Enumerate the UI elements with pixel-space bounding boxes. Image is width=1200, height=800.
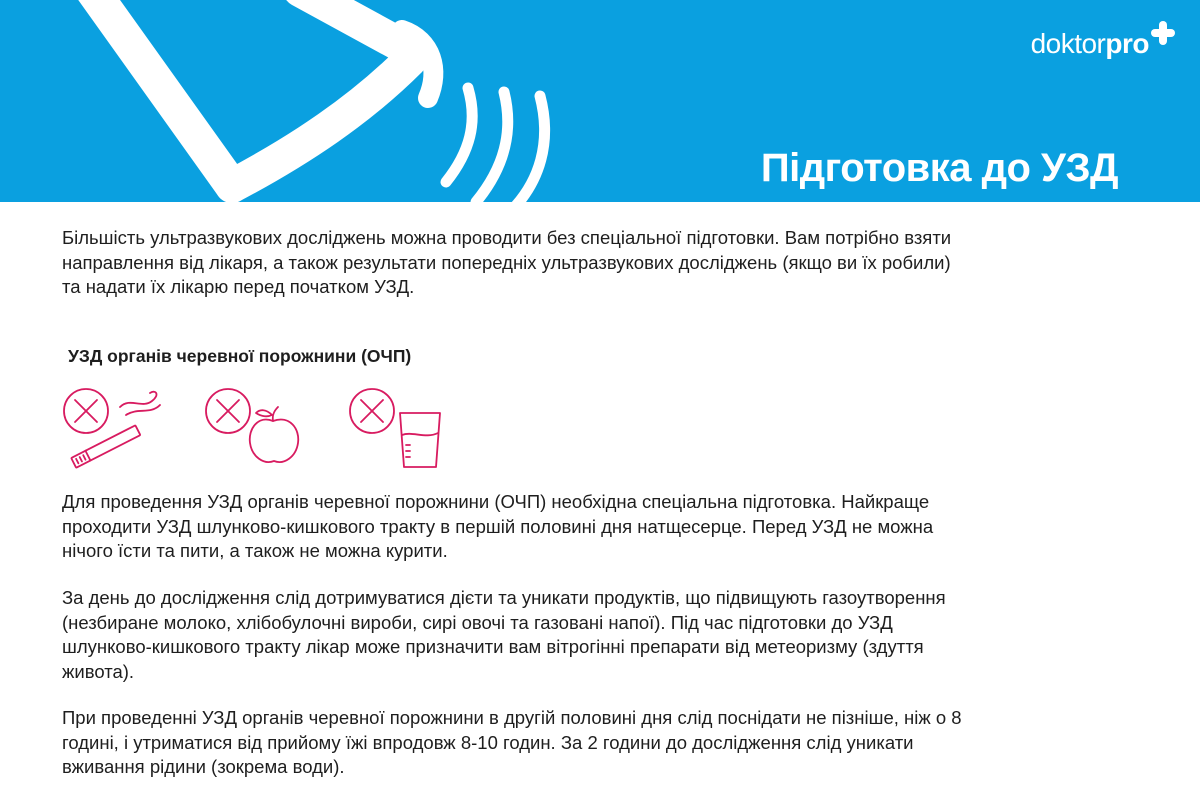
ultrasound-probe-icon (0, 0, 600, 202)
paragraph-afternoon: При проведенні УЗД органів черевної порожнини в другій половині дня слід поснідати не пізніше, ніж о 8 годині, і утриматися від прийому їжі впродовж 8-10 годин. За 2 години до дослідження слід уникати вживання рідини (зокрема води). (62, 707, 962, 777)
page-title: Підготовка до УЗД (760, 146, 1118, 190)
doktorpro-logo[interactable] (1031, 28, 1176, 60)
header-banner (0, 0, 1200, 202)
plus-icon (1150, 20, 1176, 46)
paragraph-diet: За день до дослідження слід дотримуватися дієти та уникати продуктів, що підвищують газоутворення (незбиране молоко, хлібобулочні вироби, сирі овочі та газовані напої). Під час підготовки до УЗД шлунково-кишкового тракту лікар може призначити вам вітрогінні препарати від метеоризму (здуття живота). (62, 587, 946, 682)
section-title: УЗД органів черевної порожнини (ОЧП) (68, 346, 412, 366)
no-smoking-icon (64, 389, 160, 468)
logo-text-regular: doktor (1030, 28, 1106, 59)
logo-text-bold: pro (1105, 28, 1149, 59)
no-food-icon (206, 389, 298, 462)
intro-paragraph: Більшість ультразвукових досліджень можна проводити без спеціальної підготовки. Вам потрібно взяти направлення від лікаря, а також результати попередніх ультразвукових досліджень (якщо ви їх робили) та надати їх лікарю перед початком УЗД. (62, 227, 952, 297)
preparation-icons (60, 385, 460, 475)
paragraph-preparation: Для проведення УЗД органів черевної порожнини (ОЧП) необхідна спеціальна підготовка. Найкраще проходити УЗД шлунково-кишкового тракту в першій половині дня натщесерце. Перед УЗД не можна нічого їсти та пити, а також не можна курити. (62, 491, 934, 561)
no-drink-icon (350, 389, 440, 467)
